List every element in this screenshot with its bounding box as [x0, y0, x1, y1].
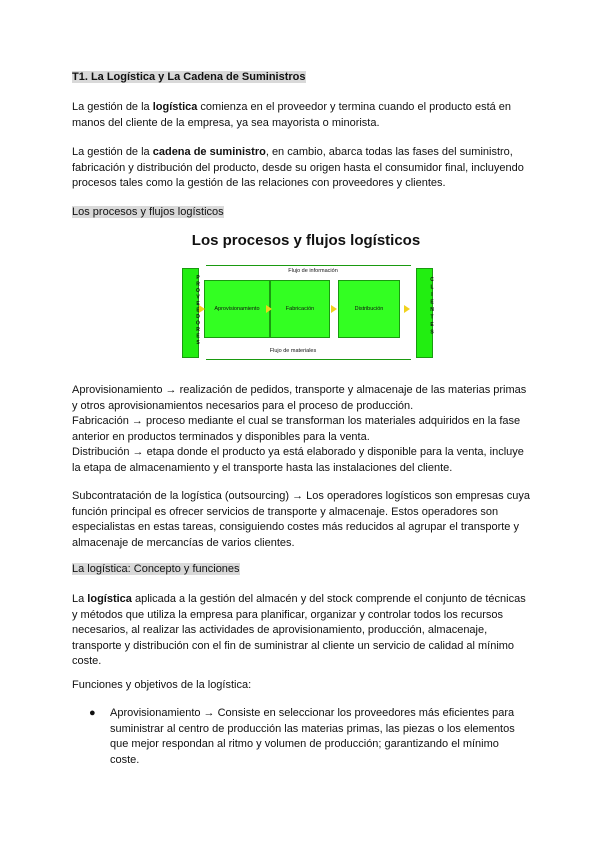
- paragraph-outsourcing: Subcontratación de la logística (outsourcing) → Los operadores logísticos son empresas cuya función principal es ofrecer servicios de transporte y almacenaje. Estos operadores son especialistas en estas tareas, consiguiendo costes más reducidos al agrupar el transporte y almacenaje de mercancías de varios clientes.: [72, 490, 530, 549]
- info-flow-line: [206, 265, 411, 266]
- bullet-dot: ●: [89, 707, 96, 719]
- def-aprovisionamiento: Aprovisionamiento → realización de pedidos, transporte y almacenaje de las materias primas y otros aprovisionamientos necesarios para el proceso de producción.: [72, 384, 527, 412]
- material-flow-label: Flujo de materiales: [269, 348, 317, 354]
- def-distribucion: Distribución → etapa donde el producto ya está elaborado y disponible para la venta, incluye la etapa de almacenamiento y el transporte hasta las instalaciones del cliente.: [72, 446, 524, 474]
- box-aprovisionamiento: Aprovisionamiento: [204, 280, 270, 338]
- section-heading-procesos: Los procesos y flujos logísticos: [72, 206, 224, 218]
- paragraph-cadena-suministro: La gestión de la cadena de suministro, en cambio, abarca todas las fases del suministro, fabricación y distribución del producto, desde su origen hasta el consumidor final, incluyendo procesos tales como la gestión de las relaciones con proveedores y clientes.: [72, 146, 524, 189]
- functions-list: [72, 706, 530, 768]
- suppliers-bar: [182, 268, 199, 358]
- section-heading-concepto: La logística: Concepto y funciones: [72, 563, 240, 575]
- info-flow-label: Flujo de información: [288, 268, 338, 274]
- clients-bar: [416, 268, 433, 358]
- clients-label: CLIENTES: [429, 277, 435, 337]
- arrow-in: [199, 305, 205, 313]
- paragraph-concepto: La logística aplicada a la gestión del almacén y del stock comprende el conjunto de técnicas y métodos que utiliza la empresa para planificar, organizar y controlar todos los recursos necesarios, al realizar las actividades de aprovisionamiento, producción, almacenaje, transporte y distribución con el fin de suministrar al cliente un servicio de calidad al mínimo coste.: [72, 593, 526, 667]
- arrow-1: [266, 305, 272, 313]
- list-item-text: Aprovisionamiento → Consiste en seleccionar los proveedores más eficientes para suministrar al centro de producción las materias primas, las piezas o los elementos que mejor respondan al ritmo y volumen de producción; garantizando el mínimo coste.: [110, 707, 515, 766]
- logistics-flow-diagram: [178, 232, 434, 364]
- functions-title: Funciones y objetivos de la logística:: [72, 679, 252, 691]
- page-title: T1. La Logística y La Cadena de Suministros: [72, 71, 306, 83]
- arrow-2: [331, 305, 337, 313]
- def-fabricacion: Fabricación → proceso mediante el cual se transforman los materiales adquiridos en la fase anterior en productos terminados y disponibles para la venta.: [72, 415, 521, 443]
- diagram-title: Los procesos y flujos logísticos: [191, 232, 421, 249]
- paragraph-logistica: La gestión de la logística comienza en el proveedor y termina cuando el producto está en manos del cliente de la empresa, ya sea mayorista o minorista.: [72, 101, 512, 129]
- box-fabricacion: Fabricación: [270, 280, 330, 338]
- arrow-out: [404, 305, 410, 313]
- material-flow-line: [206, 359, 411, 360]
- list-item: [72, 706, 530, 768]
- box-distribucion: Distribución: [338, 280, 400, 338]
- suppliers-label: PROVEEDORES: [195, 275, 201, 347]
